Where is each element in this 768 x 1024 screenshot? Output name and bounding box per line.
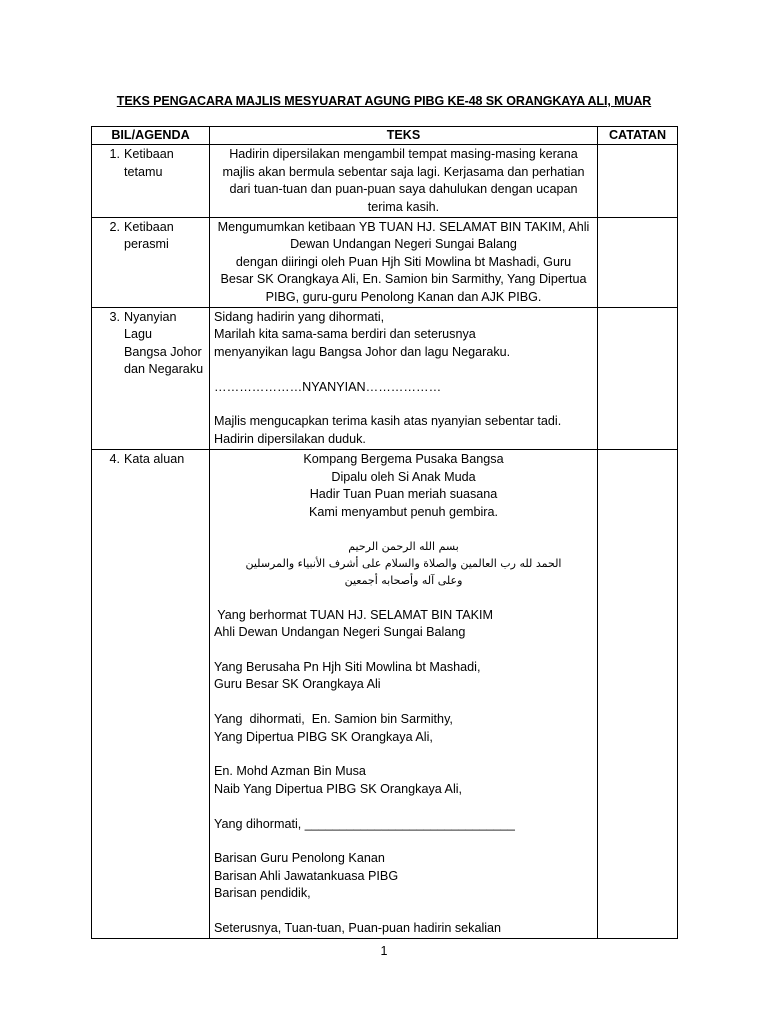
- blank-line: [214, 361, 593, 378]
- teks-line: Naib Yang Dipertua PIBG SK Orangkaya Ali,: [214, 781, 463, 796]
- teks-line: Sidang hadirin yang dihormati,: [214, 310, 385, 325]
- teks-line: terima kasih.: [367, 199, 440, 214]
- teks-line: Barisan Ahli Jawatankuasa PIBG: [214, 868, 399, 883]
- agenda-number: 3.: [109, 310, 120, 325]
- teks-line: Yang Dipertua PIBG SK Orangkaya Ali,: [214, 729, 433, 744]
- teks-line: Mengumumkan ketibaan YB TUAN HJ. SELAMAT BIN TAKIM, Ahli: [217, 220, 590, 235]
- teks-line: Majlis mengucapkan terima kasih atas nyanyian sebentar tadi.: [214, 414, 562, 429]
- teks-cell: [210, 308, 598, 450]
- pantun-line: Kami menyambut penuh gembira.: [308, 504, 498, 519]
- blank-line: [214, 694, 593, 711]
- agenda-cell: [92, 308, 210, 450]
- teks-line: Dewan Undangan Negeri Sungai Balang: [290, 237, 517, 252]
- agenda-cell: [92, 218, 210, 308]
- teks-line: Hadirin dipersilakan mengambil tempat masing-masing kerana: [229, 147, 578, 162]
- arabic-line: بسم الله الرحمن الرحيم: [348, 540, 459, 554]
- blank-line: [214, 746, 593, 763]
- teks-line-blank-field: Yang dihormati, ______________________________: [214, 816, 515, 831]
- pantun-line: Hadir Tuan Puan meriah suasana: [309, 487, 498, 502]
- teks-line: Seterusnya, Tuan-tuan, Puan-puan hadirin sekalian: [214, 920, 502, 935]
- agenda-label: Ketibaan tetamu: [124, 147, 174, 179]
- teks-line: Ahli Dewan Undangan Negeri Sungai Balang: [214, 625, 466, 640]
- table-row: [92, 450, 678, 939]
- teks-line: PIBG, guru-guru Penolong Kanan dan AJK PIBG.: [265, 289, 542, 304]
- teks-line: menyanyikan lagu Bangsa Johor dan lagu Negaraku.: [214, 344, 511, 359]
- catatan-cell: [598, 145, 678, 218]
- blank-line: [214, 798, 593, 815]
- table-row: [92, 308, 678, 450]
- document-title: TEKS PENGACARA MAJLIS MESYUARAT AGUNG PIBG KE-48 SK ORANGKAYA ALI, MUAR: [116, 94, 652, 108]
- arabic-line: وعلى آله وأصحابه أجمعين: [344, 574, 463, 588]
- table-row: [92, 218, 678, 308]
- pantun-block: [214, 451, 593, 521]
- teks-line: Marilah kita sama-sama berdiri dan seterusnya: [214, 327, 476, 342]
- teks-line: En. Mohd Azman Bin Musa: [214, 764, 366, 779]
- agenda-number: 4.: [109, 452, 120, 467]
- teks-cell: [210, 145, 598, 218]
- agenda-table: [91, 126, 678, 939]
- teks-line: dari tuan-tuan dan puan-puan saya dahulukan dengan ucapan: [229, 182, 578, 197]
- teks-line: Barisan Guru Penolong Kanan: [214, 851, 385, 866]
- table-row: [92, 145, 678, 218]
- agenda-label: Kata aluan: [124, 452, 185, 467]
- agenda-number: 1.: [109, 147, 120, 162]
- header-teks: TEKS: [210, 127, 598, 145]
- teks-line: dengan diiringi oleh Puan Hjh Siti Mowlina bt Mashadi, Guru: [235, 254, 572, 269]
- teks-line: Guru Besar SK Orangkaya Ali: [214, 677, 381, 692]
- blank-line: [214, 589, 593, 606]
- teks-line: Yang berhormat TUAN HJ. SELAMAT BIN TAKIM: [214, 607, 494, 622]
- arabic-line: الحمد لله رب العالمين والصلاة والسلام على أشرف الأنبياء والمرسلين: [245, 557, 562, 571]
- nyanyian-marker: …………………NYANYIAN………………: [214, 379, 442, 394]
- agenda-label: Ketibaan perasmi: [124, 220, 174, 252]
- catatan-cell: [598, 308, 678, 450]
- teks-line: Besar SK Orangkaya Ali, En. Samion bin Sarmithy, Yang Dipertua: [220, 272, 587, 287]
- page-number: 1: [380, 944, 388, 958]
- blank-line: [214, 833, 593, 850]
- agenda-cell: [92, 145, 210, 218]
- pantun-line: Kompang Bergema Pusaka Bangsa: [303, 452, 504, 467]
- table-header-row: [92, 127, 678, 145]
- agenda-cell: [92, 450, 210, 939]
- teks-line: Hadirin dipersilakan duduk.: [214, 431, 366, 446]
- pantun-line: Dipalu oleh Si Anak Muda: [331, 469, 476, 484]
- blank-line: [214, 642, 593, 659]
- blank-line: [214, 396, 593, 413]
- teks-line: Barisan pendidik,: [214, 886, 311, 901]
- teks-line: majlis akan bermula sebentar saja lagi. Kerjasama dan perhatian: [222, 164, 585, 179]
- agenda-label: Nyanyian Lagu Bangsa Johor dan Negaraku: [124, 310, 204, 377]
- arabic-block: [214, 538, 593, 589]
- blank-line: [214, 521, 593, 538]
- teks-cell: [210, 450, 598, 939]
- header-bil-agenda: BIL/AGENDA: [92, 127, 210, 145]
- header-catatan: CATATAN: [598, 127, 678, 145]
- teks-line: Yang dihormati, En. Samion bin Sarmithy,: [214, 712, 453, 727]
- teks-cell: [210, 218, 598, 308]
- teks-line: Yang Berusaha Pn Hjh Siti Mowlina bt Mashadi,: [214, 659, 481, 674]
- catatan-cell: [598, 450, 678, 939]
- blank-line: [214, 903, 593, 920]
- agenda-number: 2.: [109, 220, 120, 235]
- catatan-cell: [598, 218, 678, 308]
